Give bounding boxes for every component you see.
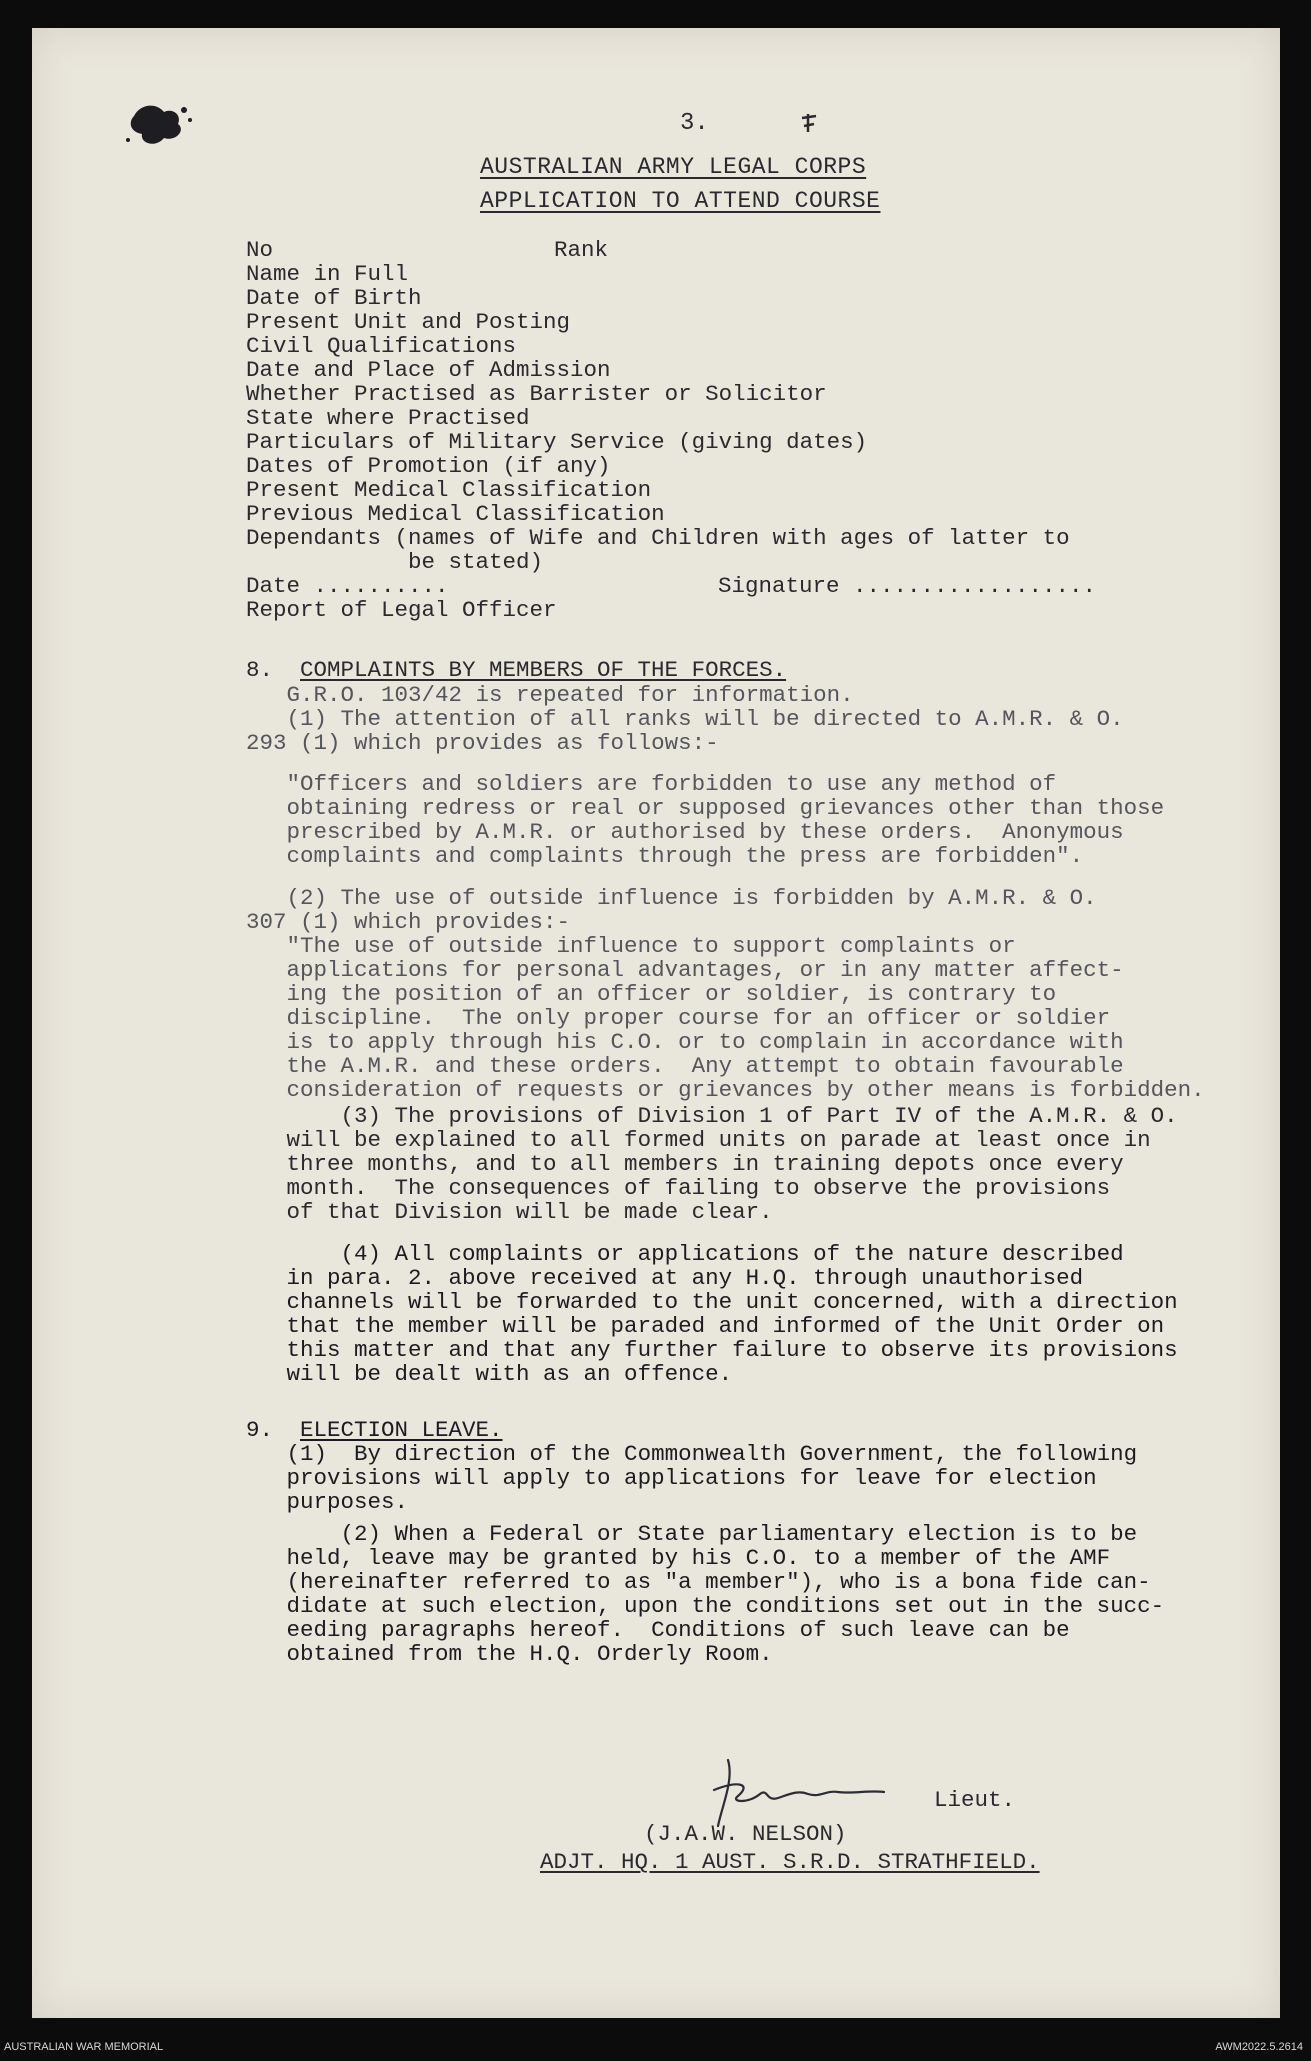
section8-line: the A.M.R. and these orders. Any attempt to obtain favourable [246,1053,1124,1079]
section8-line: discipline. The only proper course for an officer or soldier [246,1005,1111,1031]
form-rank-label: Rank [554,237,609,263]
section8-line: applications for personal advantages, or in any matter affect- [246,957,1124,983]
section9-heading: ELECTION LEAVE. [300,1417,503,1443]
section9-number: 9. [246,1417,274,1443]
section8-line: 307 (1) which provides:- [246,909,571,935]
form-field: Date and Place of Admission [246,357,611,383]
section9-line: purposes. [246,1489,409,1515]
section8-heading: COMPLAINTS BY MEMBERS OF THE FORCES. [300,657,787,683]
section8-line: will be explained to all formed units on parade at least once in [246,1127,1151,1153]
footer-accession-number: AWM2022.5.2614 [1215,2041,1303,2053]
section8-line: obtaining redress or real or supposed grievances other than those [246,795,1165,821]
form-field: Particulars of Military Service (giving dates) [246,429,868,455]
section9-line: obtained from the H.Q. Orderly Room. [246,1641,773,1667]
section8-line: G.R.O. 103/42 is repeated for information. [246,682,854,708]
section9-line: (1) By direction of the Commonwealth Government, the following [246,1441,1138,1467]
section8-line: (2) The use of outside influence is forbidden by A.M.R. & O. [246,885,1097,911]
section8-line: three months, and to all members in training depots once every [246,1151,1124,1177]
form-field: Dependants (names of Wife and Children with ages of latter to [246,525,1070,551]
form-field: Present Medical Classification [246,477,652,503]
signature-name: (J.A.W. NELSON) [644,1821,847,1847]
form-field: Whether Practised as Barrister or Solicitor [246,381,827,407]
page-number: 3. [680,110,709,137]
section8-line: "Officers and soldiers are forbidden to use any method of [246,771,1057,797]
section8-para4-line: that the member will be paraded and informed of the Unit Order on [246,1313,1165,1339]
document-page [32,28,1280,2018]
section8-para4-line: channels will be forwarded to the unit concerned, with a direction [246,1289,1178,1315]
section9-line: (2) When a Federal or State parliamentary election is to be [246,1521,1138,1547]
section8-line: of that Division will be made clear. [246,1199,773,1225]
section8-number: 8. [246,657,274,683]
form-field: Dates of Promotion (if any) [246,453,611,479]
pen-mark [798,112,820,136]
section8-para4-line: this matter and that any further failure to observe its provisions [246,1337,1178,1363]
form-field: Present Unit and Posting [246,309,571,335]
form-field: Civil Qualifications [246,333,517,359]
section9-line: eeding paragraphs hereof. Conditions of such leave can be [246,1617,1070,1643]
signature-title: ADJT. HQ. 1 AUST. S.R.D. STRATHFIELD. [540,1849,1040,1875]
archive-footer [0,2033,1311,2061]
form-field: Date of Birth [246,285,422,311]
section9-line: didate at such election, upon the conditions set out in the succ- [246,1593,1165,1619]
section8-line: (3) The provisions of Division 1 of Part IV of the A.M.R. & O. [246,1103,1178,1129]
footer-institution: AUSTRALIAN WAR MEMORIAL [4,2041,164,2053]
document-subtitle: APPLICATION TO ATTEND COURSE [480,188,881,214]
section8-line: month. The consequences of failing to observe the provisions [246,1175,1111,1201]
section8-para4-line: (4) All complaints or applications of the nature described [246,1241,1124,1267]
section8-line: (1) The attention of all ranks will be directed to A.M.R. & O. [246,706,1124,732]
ink-blot-mark [120,94,200,154]
section8-line: 293 (1) which provides as follows:- [246,730,719,756]
section9-line: provisions will apply to applications for leave for election [246,1465,1097,1491]
form-signature-label: Signature .................. [718,573,1097,599]
document-title: AUSTRALIAN ARMY LEGAL CORPS [480,154,867,180]
form-no-label: No [246,237,274,263]
section8-para4-line: will be dealt with as an offence. [246,1361,733,1387]
section8-line: prescribed by A.M.R. or authorised by these orders. Anonymous [246,819,1124,845]
section8-line: complaints and complaints through the press are forbidden". [246,843,1084,869]
section8-line: consideration of requests or grievances by other means is forbidden. [246,1077,1205,1103]
form-field: State where Practised [246,405,530,431]
signature-rank: Lieut. [934,1787,1016,1813]
section9-line: held, leave may be granted by his C.O. to a member of the AMF [246,1545,1111,1571]
section8-line: is to apply through his C.O. or to complain in accordance with [246,1029,1124,1055]
section9-line: (hereinafter referred to as "a member"), who is a bona fide can- [246,1569,1151,1595]
form-field: be stated) [246,549,544,575]
form-field: Name in Full [246,261,409,287]
form-report-label: Report of Legal Officer [246,597,557,623]
section8-para4-line: in para. 2. above received at any H.Q. through unauthorised [246,1265,1084,1291]
form-date-label: Date .......... [246,573,449,599]
section8-line: "The use of outside influence to support complaints or [246,933,1016,959]
form-field: Previous Medical Classification [246,501,665,527]
section8-line: ing the position of an officer or soldier, is contrary to [246,981,1057,1007]
